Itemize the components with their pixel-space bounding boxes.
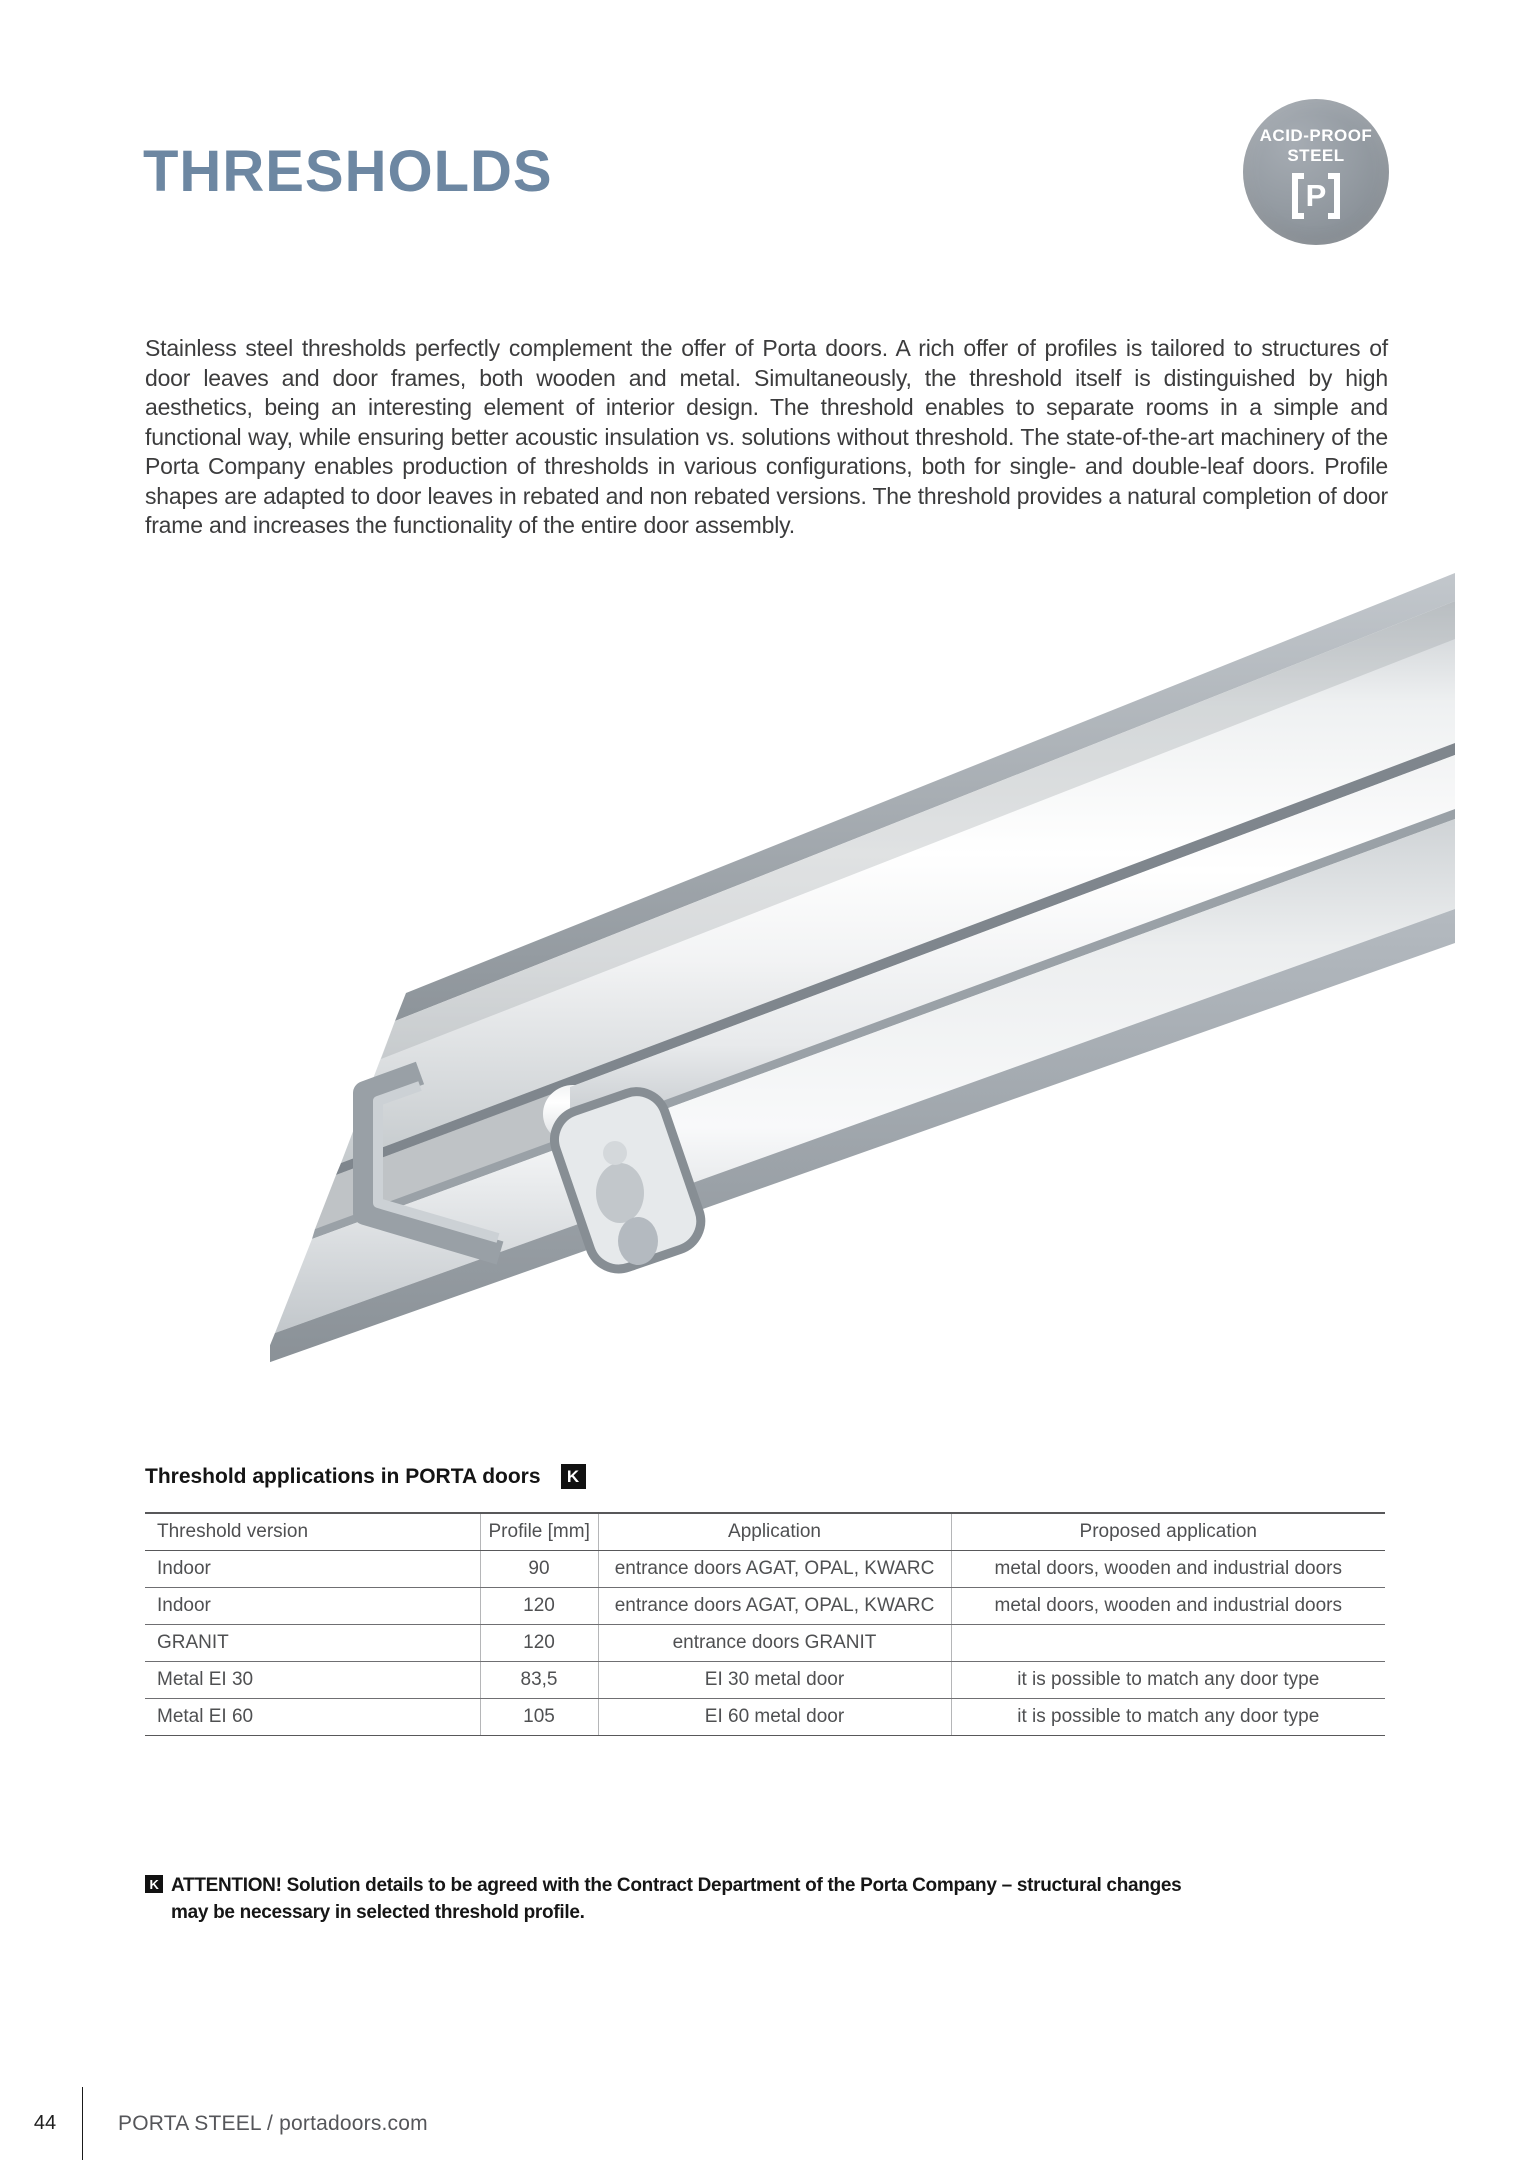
badge-text-line2: STEEL xyxy=(1287,145,1345,165)
table-row xyxy=(145,1699,1385,1736)
intro-paragraph: Stainless steel thresholds perfectly complement the offer of Porta doors. A rich offer of profiles is tailored to structures of door leaves and door frames, both wooden and metal. Simultaneously, the threshold itself is distinguished by high aesthetics, being an interesting element of interior design. The threshold enables to separate rooms in a simple and functional way, while ensuring better acoustic insulation vs. solutions without threshold. The state-of-the-art machinery of the Porta Company enables production of thresholds in various configurations, both for single- and double-leaf doors. Profile shapes are adapted to door leaves in rebated and non rebated versions. The threshold provides a natural completion of door frame and increases the functionality of the entire door assembly. xyxy=(145,335,1388,538)
table-cell: 83,5 xyxy=(480,1662,598,1699)
footer-divider xyxy=(82,2087,83,2160)
threshold-profile-render xyxy=(270,553,1460,1368)
table-cell: Indoor xyxy=(145,1551,480,1588)
table-cell: 90 xyxy=(480,1551,598,1588)
column-header: Proposed application xyxy=(951,1513,1385,1551)
table-row xyxy=(145,1588,1385,1625)
table-cell: entrance doors AGAT, OPAL, KWARC xyxy=(598,1551,951,1588)
table-cell: Metal EI 60 xyxy=(145,1699,480,1736)
table-cell: metal doors, wooden and industrial doors xyxy=(951,1588,1385,1625)
table-row xyxy=(145,1625,1385,1662)
table-cell: it is possible to match any door type xyxy=(951,1662,1385,1699)
table-row xyxy=(145,1662,1385,1699)
porta-p-bracket-icon xyxy=(1292,173,1341,219)
table-cell: EI 30 metal door xyxy=(598,1662,951,1699)
table-cell: 120 xyxy=(480,1588,598,1625)
bracket-left-icon xyxy=(1292,173,1304,219)
column-header: Threshold version xyxy=(145,1513,480,1551)
table-cell: Metal EI 30 xyxy=(145,1662,480,1699)
table-cell: it is possible to match any door type xyxy=(951,1699,1385,1736)
acid-proof-steel-badge xyxy=(1243,99,1389,245)
badge-text-line1: ACID-PROOF xyxy=(1259,125,1373,145)
section-heading: Threshold applications in PORTA doors xyxy=(145,1464,541,1488)
section-heading-row xyxy=(145,1464,586,1489)
table-cell: GRANIT xyxy=(145,1625,480,1662)
column-header: Application xyxy=(598,1513,951,1551)
table-cell: metal doors, wooden and industrial doors xyxy=(951,1551,1385,1588)
table-cell: entrance doors AGAT, OPAL, KWARC xyxy=(598,1588,951,1625)
table-row xyxy=(145,1551,1385,1588)
table-cell: EI 60 metal door xyxy=(598,1699,951,1736)
k-symbol-icon: K xyxy=(561,1464,586,1489)
footer-brand: PORTA STEEL / portadoors.com xyxy=(118,2112,428,2135)
table-cell xyxy=(951,1625,1385,1662)
table-header-row xyxy=(145,1513,1385,1551)
attention-note xyxy=(145,1872,1195,1926)
page-title: THRESHOLDS xyxy=(143,139,553,204)
badge-p-letter: P xyxy=(1305,177,1327,213)
attention-text: ATTENTION! Solution details to be agreed with the Contract Department of the Porta Company – structural changes may be necessary in selected threshold profile. xyxy=(171,1875,1182,1923)
table-cell: 120 xyxy=(480,1625,598,1662)
table-cell: entrance doors GRANIT xyxy=(598,1625,951,1662)
bracket-right-icon xyxy=(1328,173,1340,219)
threshold-applications-table xyxy=(145,1512,1385,1736)
column-header: Profile [mm] xyxy=(480,1513,598,1551)
k-symbol-icon: K xyxy=(145,1875,163,1893)
page-number: 44 xyxy=(33,2112,57,2134)
table-cell: Indoor xyxy=(145,1588,480,1625)
table-cell: 105 xyxy=(480,1699,598,1736)
